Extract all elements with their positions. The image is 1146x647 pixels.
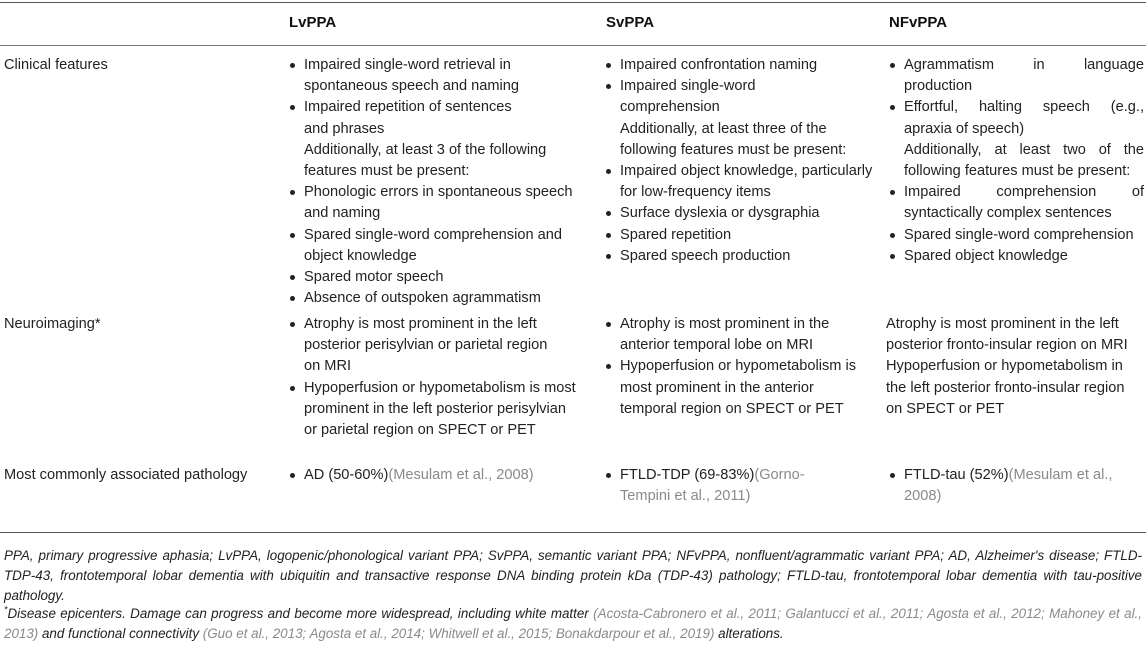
list-item: Spared single-word comprehension and object knowledge [288,225,588,267]
citation-link[interactable]: (Mesulam et al., 2008) [904,467,1113,505]
list-item: Impaired object knowledge, particularly for low-frequency items [604,161,874,203]
list-item: Impaired comprehension of syntactically complex sentences [888,182,1144,224]
list-item: Agrammatism in language production [888,55,1144,97]
list-item: Absence of outspoken agrammatism [288,288,588,309]
citation-link[interactable]: (Gorno-Tempini et al., 2011) [620,467,805,505]
list-item: Impaired single-word retrieval in spontaneous speech and naming [288,55,588,97]
list-item: Atrophy is most prominent in the anterior temporal lobe on MRI [604,314,844,356]
cell-clinical-nfvppa [888,55,1144,267]
footnote-abbreviations: PPA, primary progressive aphasia; LvPPA, logopenic/phonological variant PPA; SvPPA, semantic variant PPA; NFvPPA, nonfluent/agrammatic variant PPA; AD, Alzheimer's disease; FTLD-TDP-43, frontotemporal lobar dementia with ubiquitin and transactive response DNA binding protein kDa (TDP-43) pathology; FTLD-tau, frontotemporal lobar dementia with tau-positive pathology. [4,548,1142,603]
table-top-rule [0,2,1146,3]
footnote-disease-epicenters: *Disease epicenters. Damage can progress and become more widespread, including white matter (Acosta-Cabronero et al., 2011; Galantucci et al., 2011; Agosta et al., 2012; Mahoney et al., 2013) and functional connectivity (Guo et al., 2013; Agosta et al., 2014; Whitwell et al., 2015; Bonakdarpour et al., 2019) alterations. [4,604,1142,641]
header-lvppa: LvPPA [289,14,337,31]
table-bottom-rule [0,532,1146,533]
row-label-neuroimaging: Neuroimaging* [4,316,101,332]
criteria-note: Additionally, at least three of the following features must be present: [620,120,847,158]
cell-neuro-svppa [604,314,874,420]
header-svppa: SvPPA [606,14,655,31]
list-item: Impaired confrontation naming [604,55,874,76]
list-item: AD (50-60%)(Mesulam et al., 2008) [288,465,588,486]
list-item: Surface dyslexia or dysgraphia [604,203,874,224]
cell-path-nfvppa [888,465,1144,507]
citation-link[interactable]: (Guo et al., 2013; Agosta et al., 2014; Whitwell et al., 2015; Bonakdarpour et al., 2019) [202,626,715,641]
cell-clinical-lvppa [288,55,588,309]
citation-link[interactable]: (Acosta-Cabronero et al., 2011; Galantucci et al., 2011; Agosta et al., 2012; Mahoney et al., 2013) [4,606,1142,641]
list-item: Spared repetition [604,225,874,246]
cell-neuro-lvppa [288,314,588,441]
criteria-note: Additionally, at least 3 of the following features must be present: [304,141,547,180]
list-item: Hypoperfusion or hypometabolism is most prominent in the anterior temporal region on SPECT or PET [604,356,874,420]
list-item: Hypoperfusion or hypometabolism is most prominent in the left posterior perisylvian or parietal region on SPECT or PET [288,378,582,442]
neuro-text: Atrophy is most prominent in the left posterior fronto-insular region on MRI [886,316,1128,354]
neuro-text: Hypoperfusion or hypometabolism in the left posterior fronto-insular region on SPECT or PET [886,358,1125,417]
cell-clinical-svppa [604,55,874,267]
list-item: FTLD-TDP (69-83%)(Gorno-Tempini et al., 2011) [604,465,834,507]
table-header-rule [0,45,1146,46]
row-label-clinical: Clinical features [4,57,108,73]
list-item: Spared single-word comprehension [888,225,1144,246]
list-item: FTLD-tau (52%)(Mesulam et al., 2008) [888,465,1138,507]
list-item: Phonologic errors in spontaneous speech and naming [288,182,588,224]
list-item: Atrophy is most prominent in the left posterior perisylvian or parietal region on MRI [288,314,560,378]
cell-path-lvppa [288,465,588,486]
cell-neuro-nfvppa [886,314,1144,420]
criteria-note: Additionally, at least two of the following features must be present: [904,141,1144,180]
list-item: Spared speech production [604,246,874,267]
list-item: Impaired single-word comprehension [604,76,784,118]
list-item: Effortful, halting speech (e.g., apraxia of speech) [888,97,1144,139]
list-item: Impaired repetition of sentences and phrases [288,97,538,139]
citation-link[interactable]: (Mesulam et al., 2008) [388,467,534,483]
cell-path-svppa [604,465,874,507]
list-item: Spared object knowledge [888,246,1144,267]
header-nfvppa: NFvPPA [889,14,948,31]
row-label-pathology: Most commonly associated pathology [4,467,248,483]
list-item: Spared motor speech [288,267,588,288]
